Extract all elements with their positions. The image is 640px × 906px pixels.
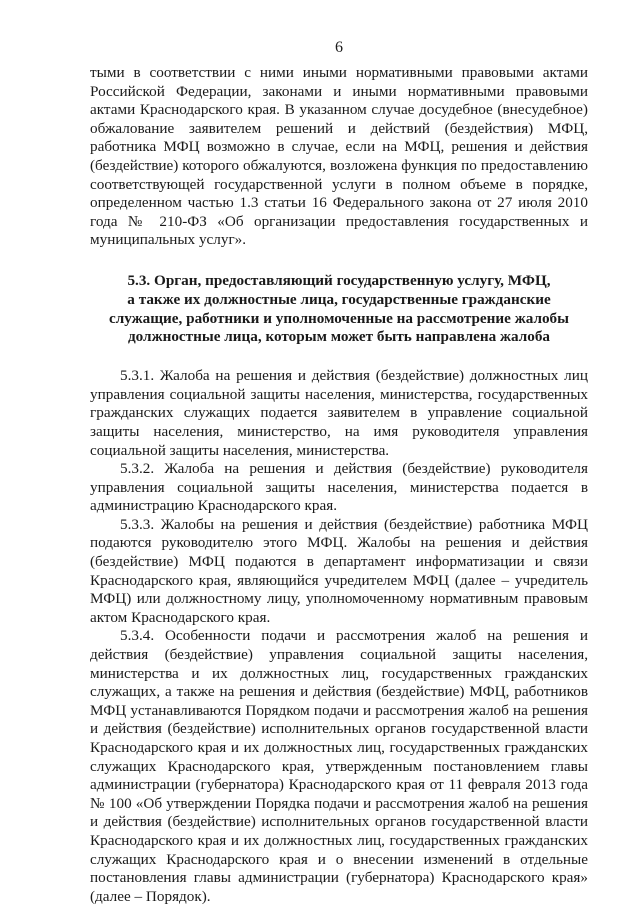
paragraph-5-3-4: 5.3.4. Особенности подачи и рассмотрения жалоб на решения и действия (бездействие) управления социальной защиты населения, министерства и их должностных лиц, государственных гражданских служащих, а также на решения и действия (бездействие) МФЦ, работников МФЦ устанавливаются Порядком подачи и рассмотрения жалоб на решения и действия (бездействие) исполнительных органов государственной власти Краснодарского края и их должностных лиц, государственных гражданских служащих Краснодарского края, утвержденным постановлением главы администрации (губернатора) Краснодарского края от 11 февраля 2013 года № 100 «Об утверждении Порядка подачи и рассмотрения жалоб на решения и действия (бездействие) исполнительных органов государственной власти Краснодарского края и их должностных лиц, государственных гражданских служащих Краснодарского края и о внесении изменений в отдельные постановления главы администрации (губернатора) Краснодарского края» (далее – Порядок). [90,627,588,905]
paragraph-5-3-2: 5.3.2. Жалоба на решения и действия (бездействие) руководителя управления социальной защиты населения, министерства подается в администрацию Краснодарского края. [90,460,588,515]
section-heading-line: служащие, работники и уполномоченные на рассмотрение жалобы [108,309,570,327]
paragraph-5-3-3: 5.3.3. Жалобы на решения и действия (бездействие) работника МФЦ подаются руководителю этого МФЦ. Жалобы на решения и действия (бездействие) МФЦ подаются в департамент информатизации и связи Краснодарского края, являющийся учредителем МФЦ (далее – учредитель МФЦ) или должностному лицу, уполномоченному нормативным правовым актом Краснодарского края. [90,515,588,626]
paragraph-5-3-1: 5.3.1. Жалоба на решения и действия (бездействие) должностных лиц управления социальной защиты населения, министерства, государственных гражданских служащих подается заявителем в управление социальной защиты населения, министерство, на имя руководителя управления социальной защиты населения, министерства. [90,367,588,459]
section-heading-line: 5.3. Орган, предоставляющий государственную услугу, МФЦ, [127,271,551,289]
section-heading-line: а также их должностные лица, государственные гражданские [127,290,551,308]
intro-paragraph: тыми в соответствии с ними иными нормативными правовыми актами Российской Федерации, законами и иными нормативными правовыми актами Краснодарского края. В указанном случае досудебное (внесудебное) обжалование заявителем решений и действий (бездействия) МФЦ, работника МФЦ возможно в случае, если на МФЦ, решения и действия (бездействие) которого обжалуются, возложена функция по предоставлению соответствующей государственной услуги в полном объеме в порядке, определенном частью 1.3 статьи 16 Федерального закона от 27 июля 2010 года № 210-ФЗ «Об организации предоставления государственных и муниципальных услуг». [90,64,588,249]
page-number: 6 [335,39,343,56]
section-heading-line: должностные лица, которым может быть направлена жалоба [127,328,551,346]
section-heading [90,272,588,347]
